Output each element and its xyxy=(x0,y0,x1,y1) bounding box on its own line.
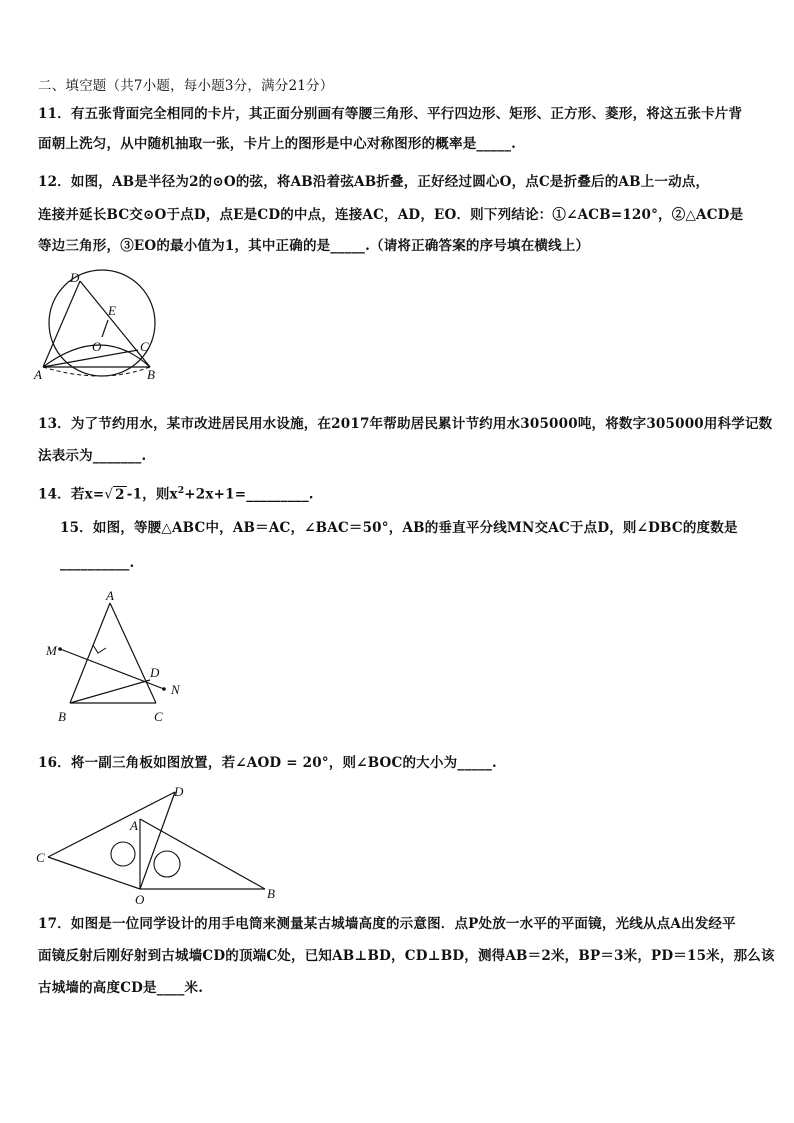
q15-figure xyxy=(44,585,194,725)
q16-label-A: A xyxy=(130,818,138,833)
q11-line2: 面朝上洗匀，从中随机抽取一张，卡片上的图形是中心对称图形的概率是_____. xyxy=(38,136,517,152)
q15-label-N: N xyxy=(171,682,180,697)
q14-middle: -1，则x xyxy=(126,486,178,503)
q17-line2: 面镜反射后刚好射到古城墙CD的顶端C处，已知AB⊥BD，CD⊥BD，测得AB＝2米，BP＝3米，PD＝15米，那么该 xyxy=(38,948,775,964)
q12-label-E: E xyxy=(108,303,116,318)
q16-label-C: C xyxy=(36,850,45,865)
q14-sup: 2 xyxy=(177,486,185,496)
q16-label-B: B xyxy=(267,886,275,901)
q15-label-B: B xyxy=(58,709,66,724)
section-title: 二、填空题（共7小题，每小题3分，满分21分） xyxy=(38,78,334,94)
q16-label-O: O xyxy=(135,892,145,907)
q16-line1: 16．将一副三角板如图放置，若∠AOD = 20°，则∠BOC的大小为_____. xyxy=(38,755,497,771)
q17-line3: 古城墙的高度CD是____米. xyxy=(38,980,204,996)
q12-label-C: C xyxy=(140,339,149,354)
q14-sqrt-sign: √ xyxy=(104,486,114,503)
q13-line2: 法表示为_______. xyxy=(38,448,147,464)
q15-line2: __________. xyxy=(60,555,135,571)
q16-label-D: D xyxy=(174,784,184,799)
q14-sqrt-arg: 2 xyxy=(115,486,125,503)
q12-figure xyxy=(30,265,180,385)
q15-label-C: C xyxy=(154,709,163,724)
q13-line1: 13．为了节约用水，某市改进居民用水设施，在2017年帮助居民累计节约用水305000吨，将数字305000用科学记数 xyxy=(38,416,773,432)
q15-label-M: M xyxy=(46,643,57,658)
q12-line2: 连接并延长BC交⊙O于点D，点E是CD的中点，连接AC，AD，EO．则下列结论：①∠ACB=120°，②△ACD是 xyxy=(38,207,744,223)
q12-line3: 等边三角形，③EO的最小值为1，其中正确的是_____.（请将正确答案的序号填在横线上） xyxy=(38,238,590,254)
q15-label-D: D xyxy=(150,665,160,680)
q14-line xyxy=(38,481,314,505)
q12-label-O: O xyxy=(92,339,102,354)
q16-figure xyxy=(30,782,290,907)
q15-line1: 15．如图，等腰△ABC中，AB＝AC，∠BAC＝50°，AB的垂直平分线MN交AC于点D，则∠DBC的度数是 xyxy=(60,520,738,536)
q14-suffix: +2x+1=_________. xyxy=(184,486,314,503)
q17-line1: 17．如图是一位同学设计的用手电筒来测量某古城墙高度的示意图．点P处放一水平的平面镜，光线从点A出发经平 xyxy=(38,916,736,932)
q15-label-A: A xyxy=(106,588,114,603)
q12-label-B: B xyxy=(147,367,155,382)
q12-line1: 12．如图，AB是半径为2的⊙O的弦，将AB沿着弦AB折叠，正好经过圆心O，点C是折叠后的AB上一动点， xyxy=(38,174,710,190)
q12-label-D: D xyxy=(70,270,80,285)
q14-prefix: 14．若x= xyxy=(38,486,105,503)
q12-label-A: A xyxy=(34,367,42,382)
q11-line1: 11．有五张背面完全相同的卡片，其正面分别画有等腰三角形、平行四边形、矩形、正方形、菱形，将这五张卡片背 xyxy=(38,106,743,122)
